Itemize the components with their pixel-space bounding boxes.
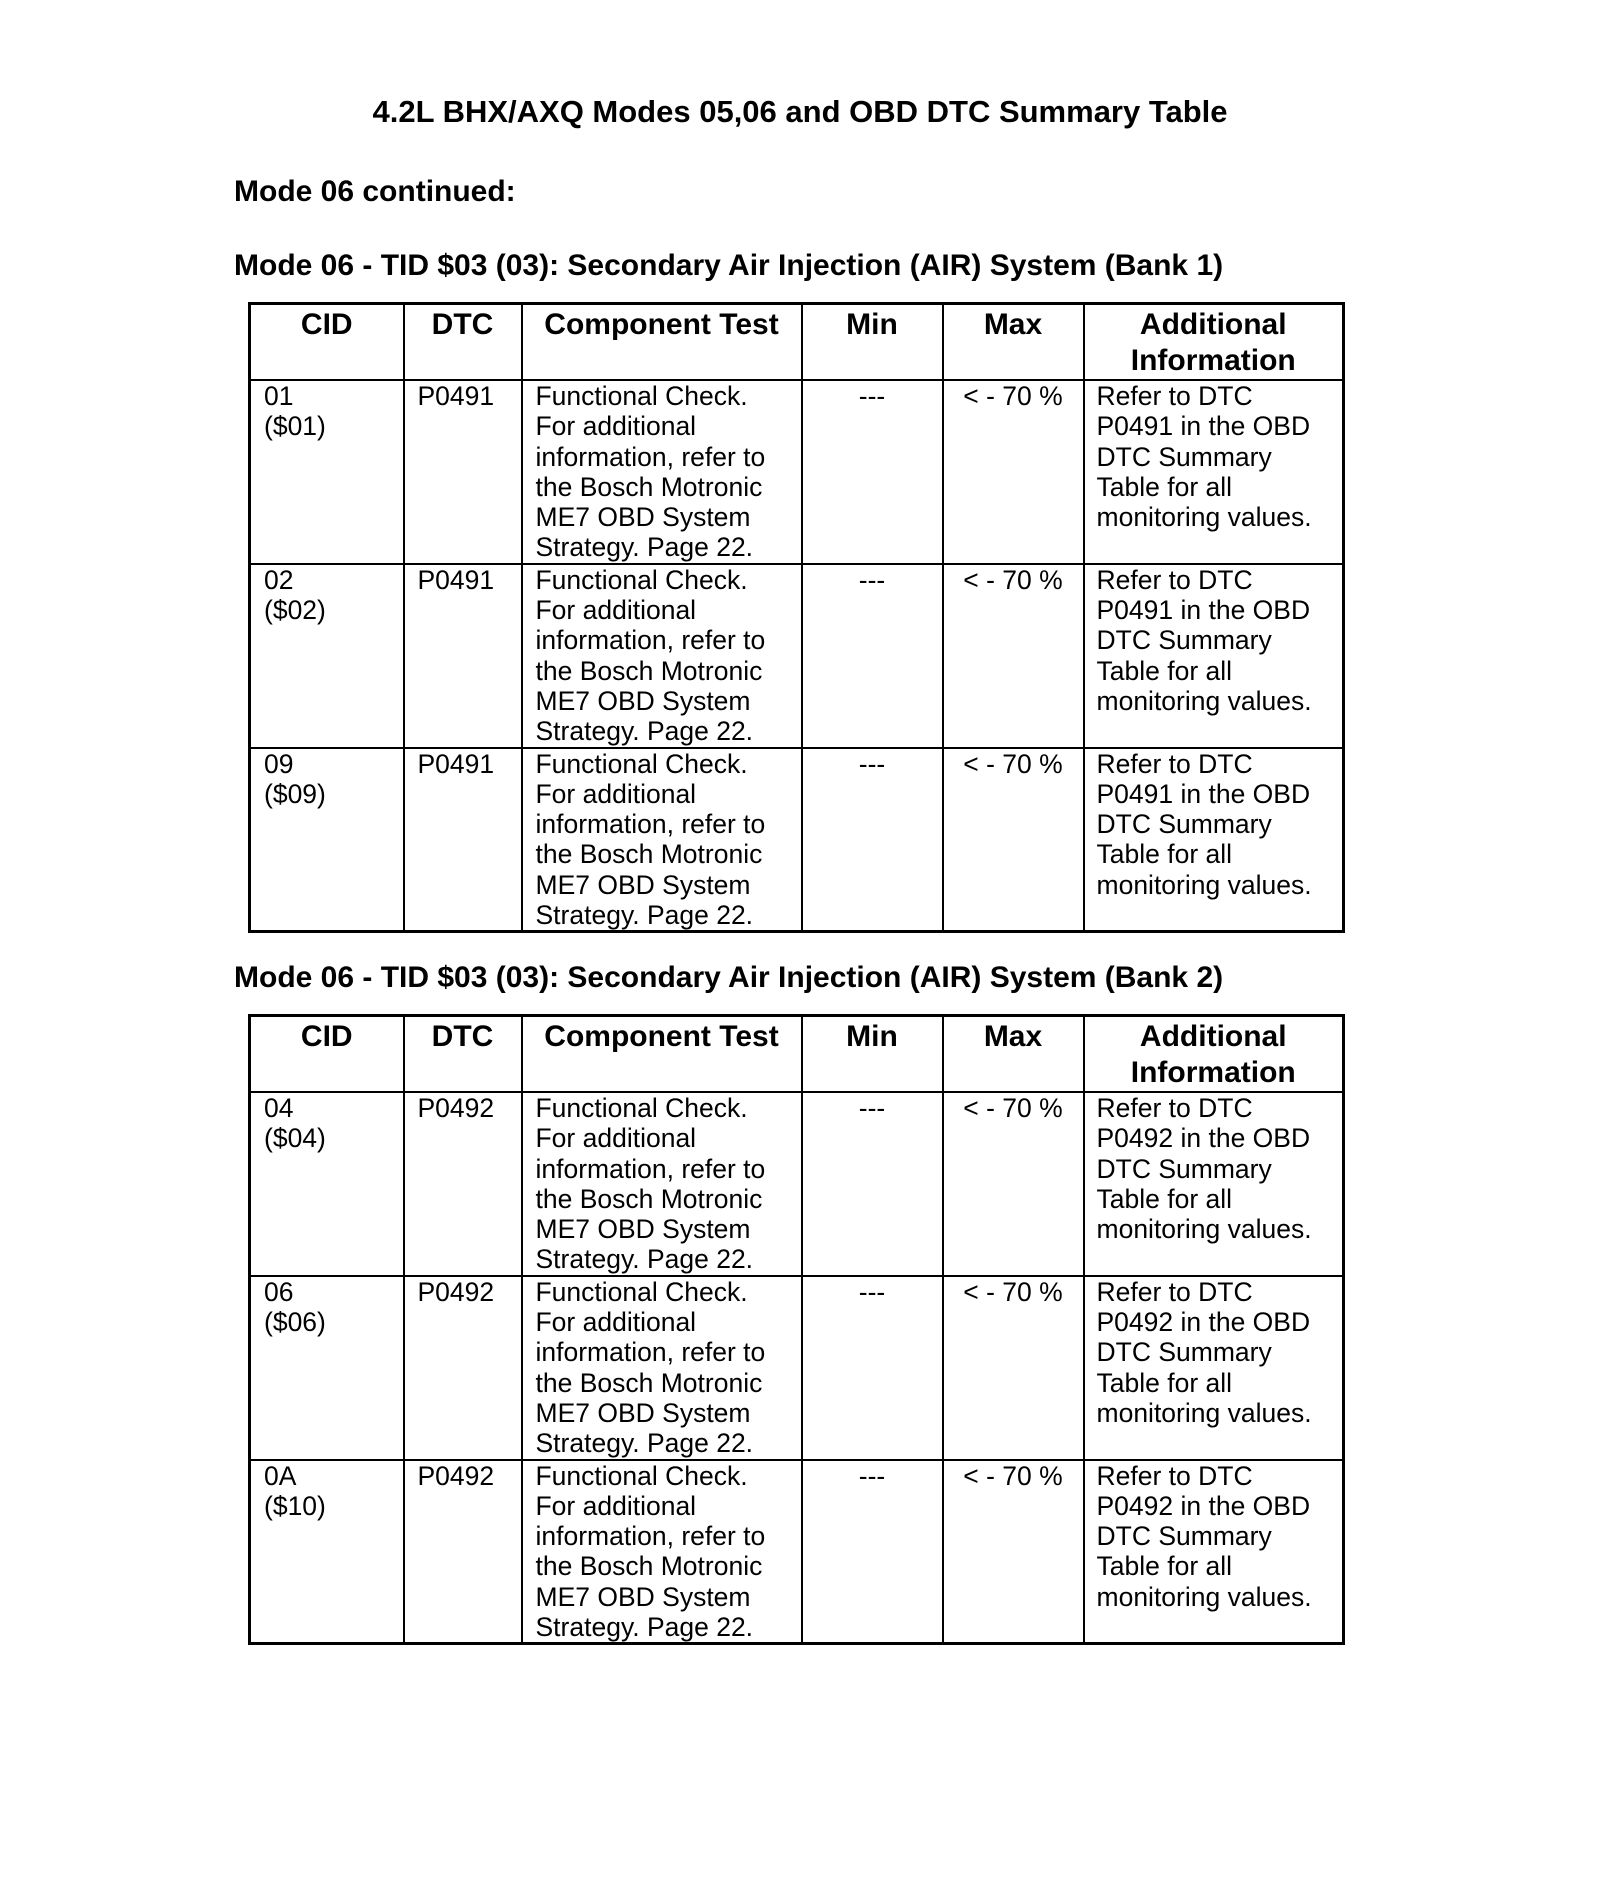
cid-cell <box>250 1460 404 1644</box>
section-heading-bank-1: Mode 06 - TID $03 (03): Secondary Air Injection (AIR) System (Bank 1) <box>234 249 1224 282</box>
component-test-line: information, refer to <box>535 625 766 656</box>
additional-info-line: monitoring values. <box>1096 869 1312 900</box>
additional-info-line: Table for all <box>1096 655 1233 686</box>
additional-info-line: monitoring values. <box>1096 685 1312 716</box>
page-title: 4.2L BHX/AXQ Modes 05,06 and OBD DTC Summary Table <box>372 94 1228 129</box>
table-body <box>250 380 1344 932</box>
dtc-cell: P0491 <box>404 564 522 748</box>
table-row <box>250 380 1344 564</box>
additional-info-line: P0491 in the OBD <box>1096 778 1311 809</box>
max-cell: < - 70 % <box>943 564 1084 748</box>
component-test-line: the Bosch Motronic <box>535 1367 763 1398</box>
additional-info-line: DTC Summary <box>1096 441 1272 472</box>
component-test-line: Strategy. Page 22. <box>535 716 754 747</box>
component-test-line: For additional <box>535 1307 697 1338</box>
additional-info-line: DTC Summary <box>1096 1153 1272 1184</box>
component-test-line: the Bosch Motronic <box>535 471 763 502</box>
additional-info-cell <box>1084 380 1344 564</box>
column-header-cid: CID <box>250 1016 404 1093</box>
additional-info-line: P0492 in the OBD <box>1096 1307 1311 1338</box>
additional-info-line: Table for all <box>1096 1367 1233 1398</box>
min-cell: --- <box>802 380 943 564</box>
column-header-dtc: DTC <box>404 304 522 381</box>
component-test-line: information, refer to <box>535 1337 766 1368</box>
max-cell: < - 70 % <box>943 1276 1084 1460</box>
component-test-line: the Bosch Motronic <box>535 655 763 686</box>
component-test-line: For additional <box>535 1123 697 1154</box>
additional-info-line: P0491 in the OBD <box>1096 411 1311 442</box>
cid-line: ($04) <box>264 1123 326 1154</box>
dtc-cell: P0492 <box>404 1460 522 1644</box>
column-header-component-test: Component Test <box>522 304 802 381</box>
additional-info-line: DTC Summary <box>1096 625 1272 656</box>
column-header-dtc: DTC <box>404 1016 522 1093</box>
continued-label: Mode 06 continued: <box>234 175 516 208</box>
cid-line: 04 <box>264 1093 294 1123</box>
table-row <box>250 1460 1344 1644</box>
component-test-line: Strategy. Page 22. <box>535 532 754 563</box>
additional-info-cell <box>1084 1276 1344 1460</box>
dtc-cell: P0491 <box>404 380 522 564</box>
component-test-line: For additional <box>535 1490 697 1521</box>
component-test-line: ME7 OBD System <box>535 869 751 900</box>
component-test-cell <box>522 380 802 564</box>
dtc-cell: P0492 <box>404 1276 522 1460</box>
additional-info-line: DTC Summary <box>1096 809 1272 840</box>
component-test-line: Strategy. Page 22. <box>535 1244 754 1275</box>
component-test-line: Functional Check. <box>535 1093 748 1123</box>
component-test-line: Strategy. Page 22. <box>535 1428 754 1459</box>
cid-line: 02 <box>264 564 294 595</box>
table-header-row <box>250 1016 1344 1093</box>
cid-line: ($09) <box>264 778 326 809</box>
cid-line: ($02) <box>264 595 326 626</box>
additional-info-line: Table for all <box>1096 839 1233 870</box>
additional-info-line: monitoring values. <box>1096 1581 1312 1612</box>
table-body <box>250 1092 1344 1644</box>
additional-info-line: P0492 in the OBD <box>1096 1490 1311 1521</box>
component-test-line: information, refer to <box>535 441 766 472</box>
column-header-additional-information: Additional Information <box>1084 304 1344 381</box>
dtc-cell: P0491 <box>404 748 522 932</box>
max-cell: < - 70 % <box>943 1092 1084 1276</box>
dtc-table-bank-2 <box>248 1014 1345 1645</box>
additional-info-line: Refer to DTC <box>1096 748 1253 779</box>
component-test-line: Strategy. Page 22. <box>535 900 754 931</box>
table-header-row <box>250 304 1344 381</box>
additional-info-line: P0492 in the OBD <box>1096 1123 1311 1154</box>
component-test-line: ME7 OBD System <box>535 1397 751 1428</box>
component-test-line: For additional <box>535 778 697 809</box>
cid-line: 06 <box>264 1276 294 1307</box>
max-cell: < - 70 % <box>943 1460 1084 1644</box>
cid-cell <box>250 748 404 932</box>
min-cell: --- <box>802 1460 943 1644</box>
component-test-line: Strategy. Page 22. <box>535 1612 754 1643</box>
component-test-line: Functional Check. <box>535 564 748 595</box>
table-row <box>250 1276 1344 1460</box>
max-cell: < - 70 % <box>943 748 1084 932</box>
additional-info-cell <box>1084 1092 1344 1276</box>
additional-info-line: DTC Summary <box>1096 1521 1272 1552</box>
additional-info-line: P0491 in the OBD <box>1096 595 1311 626</box>
cid-line: ($01) <box>264 411 326 442</box>
column-header-additional-information: Additional Information <box>1084 1016 1344 1093</box>
component-test-line: Functional Check. <box>535 381 748 411</box>
dtc-cell: P0492 <box>404 1092 522 1276</box>
component-test-line: ME7 OBD System <box>535 502 751 533</box>
component-test-line: Functional Check. <box>535 1276 748 1307</box>
column-header-min: Min <box>802 304 943 381</box>
additional-info-line: monitoring values. <box>1096 502 1312 533</box>
cid-cell <box>250 564 404 748</box>
cid-line: 01 <box>264 381 294 411</box>
column-header-min: Min <box>802 1016 943 1093</box>
column-header-component-test: Component Test <box>522 1016 802 1093</box>
cid-cell <box>250 380 404 564</box>
component-test-line: the Bosch Motronic <box>535 1183 763 1214</box>
table-row <box>250 564 1344 748</box>
additional-info-line: Refer to DTC <box>1096 1460 1253 1491</box>
component-test-line: For additional <box>535 595 697 626</box>
component-test-line: the Bosch Motronic <box>535 1551 763 1582</box>
cid-cell <box>250 1092 404 1276</box>
column-header-cid: CID <box>250 304 404 381</box>
dtc-table-bank-1 <box>248 302 1345 933</box>
additional-info-line: DTC Summary <box>1096 1337 1272 1368</box>
column-header-max: Max <box>943 304 1084 381</box>
component-test-line: information, refer to <box>535 809 766 840</box>
additional-info-line: Refer to DTC <box>1096 381 1253 411</box>
component-test-cell <box>522 1276 802 1460</box>
additional-info-cell <box>1084 564 1344 748</box>
component-test-line: the Bosch Motronic <box>535 839 763 870</box>
max-cell: < - 70 % <box>943 380 1084 564</box>
additional-info-line: Refer to DTC <box>1096 1093 1253 1123</box>
cid-cell <box>250 1276 404 1460</box>
component-test-line: information, refer to <box>535 1521 766 1552</box>
cid-line: 09 <box>264 748 294 779</box>
additional-info-cell <box>1084 1460 1344 1644</box>
cid-line: ($06) <box>264 1307 326 1338</box>
component-test-cell <box>522 564 802 748</box>
column-header-max: Max <box>943 1016 1084 1093</box>
additional-info-line: monitoring values. <box>1096 1397 1312 1428</box>
additional-info-cell <box>1084 748 1344 932</box>
table-row <box>250 748 1344 932</box>
component-test-line: Functional Check. <box>535 1460 748 1491</box>
additional-info-line: Refer to DTC <box>1096 1276 1253 1307</box>
component-test-cell <box>522 1460 802 1644</box>
component-test-line: ME7 OBD System <box>535 685 751 716</box>
additional-info-line: monitoring values. <box>1096 1214 1312 1245</box>
additional-info-line: Table for all <box>1096 1183 1233 1214</box>
component-test-line: Functional Check. <box>535 748 748 779</box>
additional-info-line: Table for all <box>1096 471 1233 502</box>
component-test-cell <box>522 1092 802 1276</box>
table-row <box>250 1092 1344 1276</box>
min-cell: --- <box>802 564 943 748</box>
cid-line: 0A <box>264 1460 297 1491</box>
min-cell: --- <box>802 1092 943 1276</box>
component-test-line: For additional <box>535 411 697 442</box>
component-test-line: information, refer to <box>535 1153 766 1184</box>
additional-info-line: Table for all <box>1096 1551 1233 1582</box>
component-test-line: ME7 OBD System <box>535 1581 751 1612</box>
additional-info-line: Refer to DTC <box>1096 564 1253 595</box>
section-heading-bank-2: Mode 06 - TID $03 (03): Secondary Air Injection (AIR) System (Bank 2) <box>234 961 1224 994</box>
cid-line: ($10) <box>264 1490 326 1521</box>
min-cell: --- <box>802 1276 943 1460</box>
component-test-cell <box>522 748 802 932</box>
component-test-line: ME7 OBD System <box>535 1214 751 1245</box>
min-cell: --- <box>802 748 943 932</box>
